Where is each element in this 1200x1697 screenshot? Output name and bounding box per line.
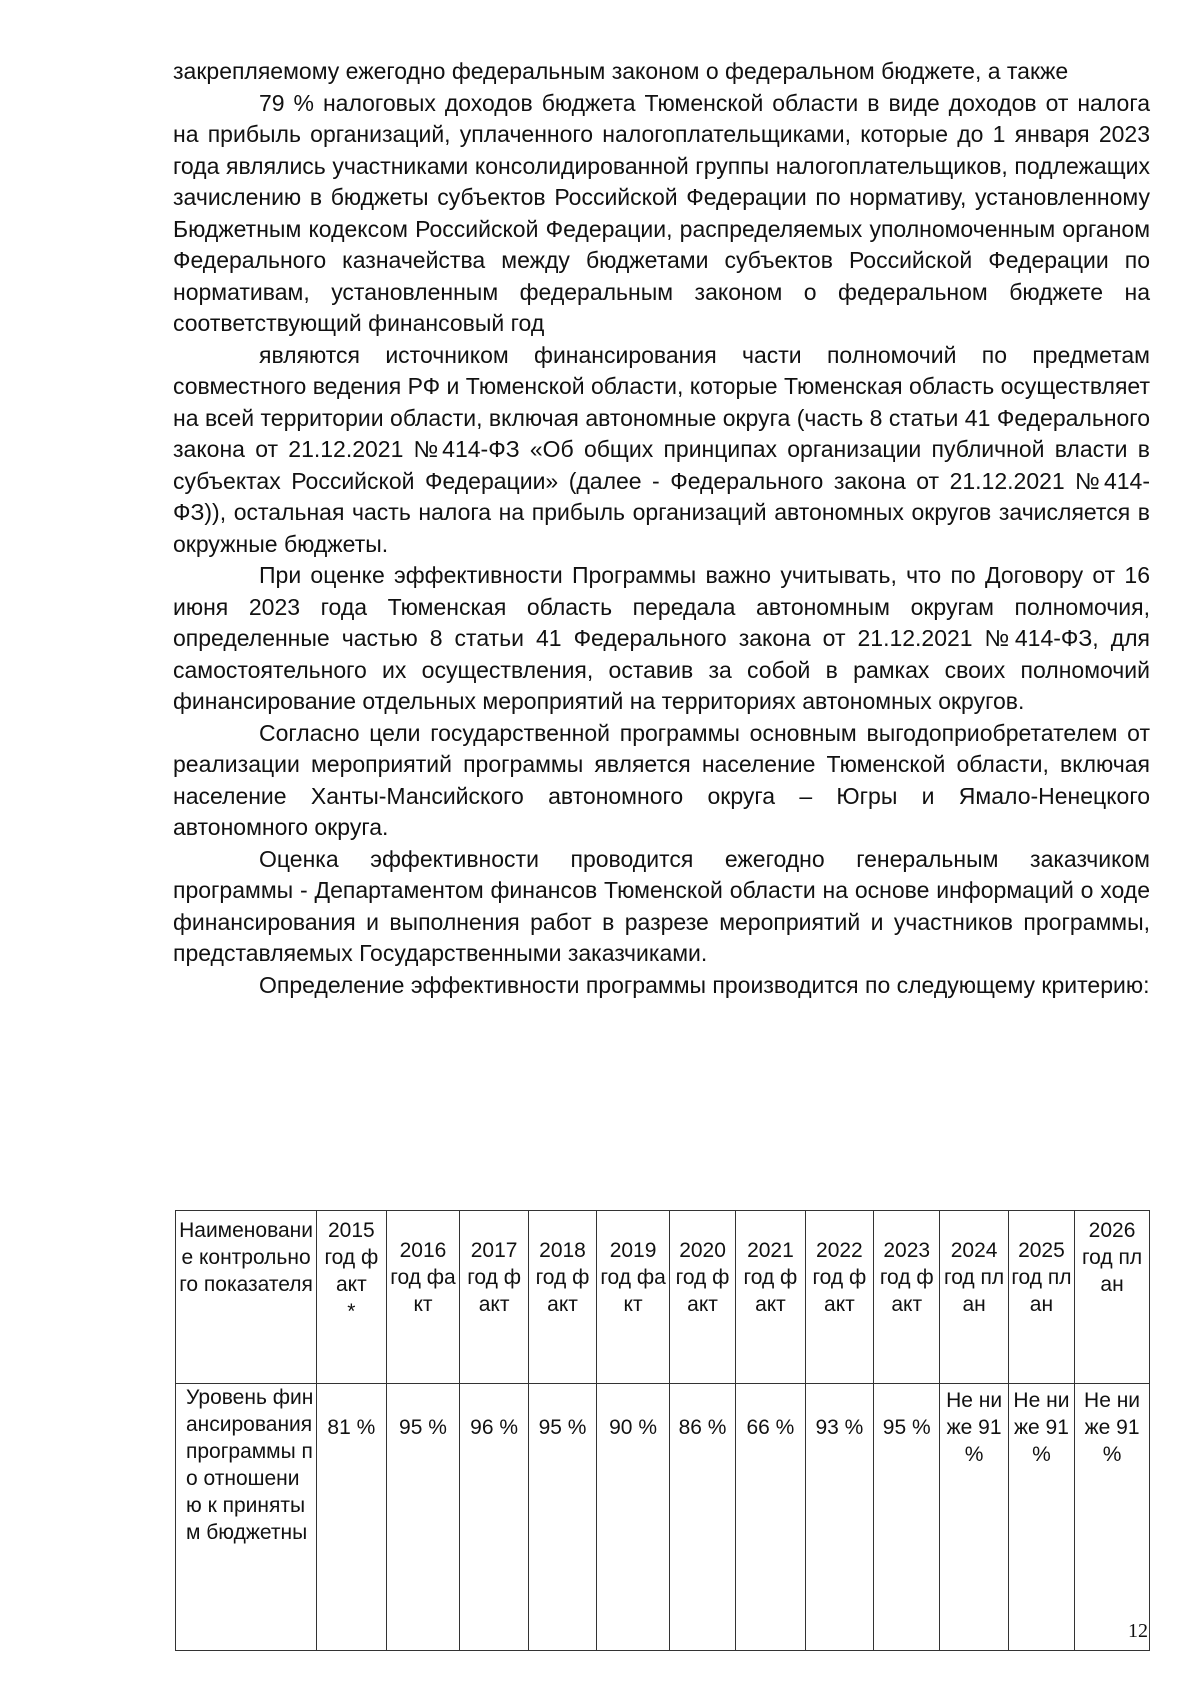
value-cell: 93 % — [805, 1384, 873, 1651]
value-cell: Не ниже 91 % — [1075, 1384, 1150, 1651]
document-body — [173, 56, 1150, 1001]
header-year: 2019 год факт — [597, 1211, 670, 1384]
header-indicator-name: Наименование контрольного показателя — [176, 1211, 317, 1384]
paragraph-5: Согласно цели государственной программы основным выгодоприобретателем от реализации мероприятий программы является население Тюменской области, включая население Ханты-Мансийского автономного округа – Югры и Ямало-Ненецкого автономного округа. — [173, 719, 1150, 840]
row-indicator-name: Уровень финансирования программы по отношению к принятым бюджетны — [176, 1384, 317, 1651]
indicator-table — [175, 1210, 1150, 1651]
table-row — [176, 1384, 1150, 1651]
paragraph-3: являются источником финансирования части полномочий по предметам совместного ведения РФ и Тюменской области, которые Тюменская область осуществляет на всей территории области, включая автономные округа (часть 8 статьи 41 Федерального закона от 21.12.2021 №414-ФЗ «Об общих принципах организации публичной власти в субъектах Российской Федерации» (далее - Федерального закона от 21.12.2021 №414-ФЗ)), остальная часть налога на прибыль организаций автономных округов зачисляется в окружные бюджеты. — [173, 341, 1150, 557]
header-year: 2022 год факт — [805, 1211, 873, 1384]
paragraph-2: 79 % налоговых доходов бюджета Тюменской области в виде доходов от налога на прибыль организаций, уплаченного налогоплательщиками, которые до 1 января 2023 года являлись участниками консолидированной группы налогоплательщиков, подлежащих зачислению в бюджеты субъектов Российской Федерации по нормативу, установленному Бюджетным кодексом Российской Федерации, распределяемых уполномоченным органом Федерального казначейства между бюджетами субъектов Российской Федерации по нормативам, установленным федеральным законом о федеральном бюджете на соответствующий финансовый год — [173, 89, 1150, 336]
indicator-table-wrap — [175, 1210, 1150, 1651]
value-cell: 81 % — [317, 1384, 386, 1651]
header-year: 2025 год план — [1008, 1211, 1074, 1384]
header-year: 2024 год план — [940, 1211, 1008, 1384]
header-year: 2020 год факт — [669, 1211, 735, 1384]
table-header-row — [176, 1211, 1150, 1384]
value-cell: 95 % — [528, 1384, 596, 1651]
header-year: 2026 год план — [1075, 1211, 1150, 1384]
value-cell: Не ниже 91 % — [940, 1384, 1008, 1651]
header-year: 2023 год факт — [874, 1211, 940, 1384]
value-cell: 95 % — [386, 1384, 460, 1651]
value-cell: 66 % — [736, 1384, 805, 1651]
value-cell: 95 % — [874, 1384, 940, 1651]
header-year: 2016 год факт — [386, 1211, 460, 1384]
paragraph-7: Определение эффективности программы производится по следующему критерию: — [259, 971, 1150, 998]
paragraph-1: закрепляемому ежегодно федеральным законом о федеральном бюджете, а также — [173, 58, 1069, 84]
page-number: 12 — [1128, 1620, 1148, 1642]
value-cell: 90 % — [597, 1384, 670, 1651]
header-year: 2021 год факт — [736, 1211, 805, 1384]
value-cell: Не ниже 91 % — [1008, 1384, 1074, 1651]
value-cell: 86 % — [669, 1384, 735, 1651]
header-year: 2015 год факт * — [317, 1211, 386, 1384]
paragraph-6: Оценка эффективности проводится ежегодно генеральным заказчиком программы - Департаментом финансов Тюменской области на основе информаций о ходе финансирования и выполнения работ в разрезе мероприятий и участников программы, представляемых Государственными заказчиками. — [173, 845, 1150, 966]
header-year: 2017 год факт — [460, 1211, 528, 1384]
paragraph-4: При оценке эффективности Программы важно учитывать, что по Договору от 16 июня 2023 года Тюменская область передала автономным округам полномочия, определенные частью 8 статьи 41 Федерального закона от 21.12.2021 №414-ФЗ, для самостоятельного их осуществления, оставив за собой в рамках своих полномочий финансирование отдельных мероприятий на территориях автономных округов. — [173, 562, 1150, 714]
header-year: 2018 год факт — [528, 1211, 596, 1384]
value-cell: 96 % — [460, 1384, 528, 1651]
